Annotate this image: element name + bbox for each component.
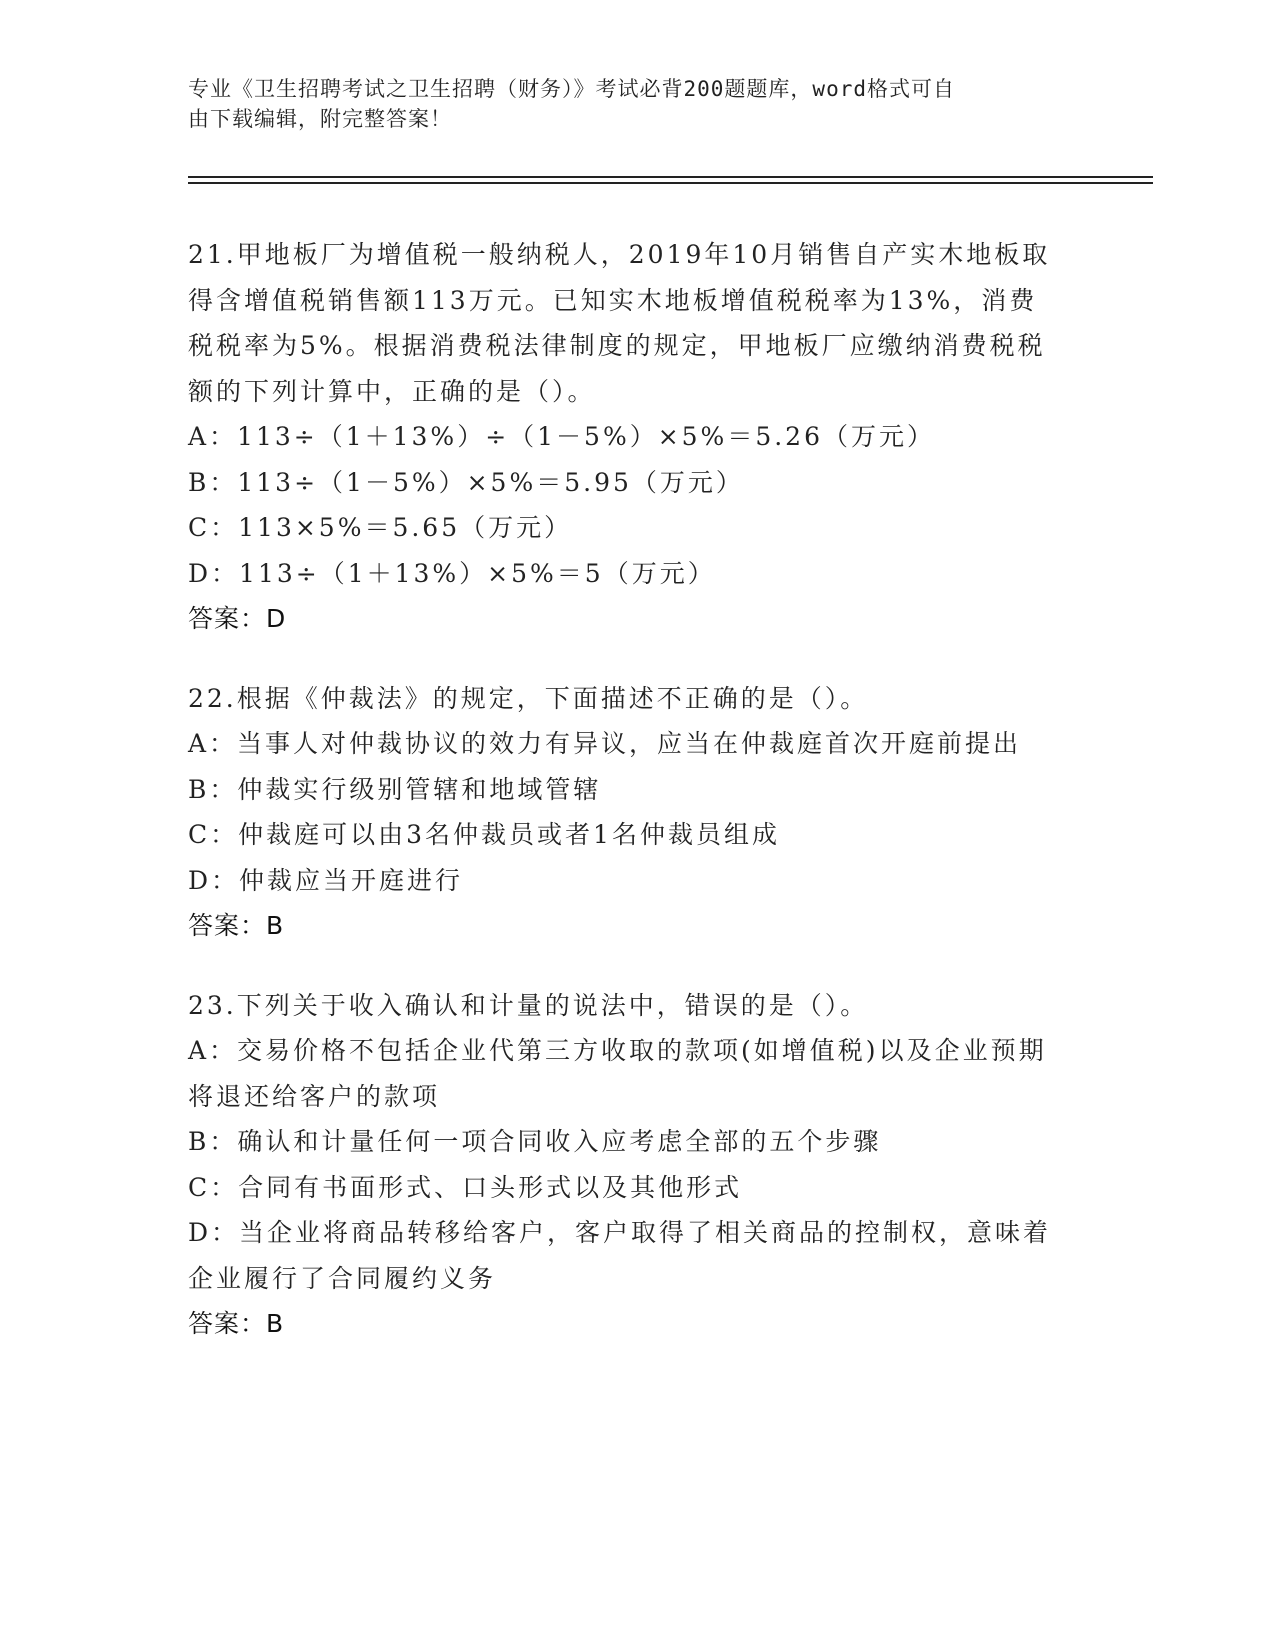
header-divider-bottom	[188, 182, 1153, 184]
option-d: D：仲裁应当开庭进行	[188, 865, 464, 895]
header-line-2: 由下载编辑，附完整答案！	[188, 107, 452, 131]
answer-text: 答案：B	[188, 911, 285, 940]
option-b: B：确认和计量任何一项合同收入应考虑全部的五个步骤	[188, 1127, 882, 1156]
question-stem-line: 额的下列计算中，正确的是（）。	[188, 376, 596, 406]
option-b: B：仲裁实行级别管辖和地域管辖	[188, 774, 602, 804]
option-a-continued: 将退还给客户的款项	[188, 1081, 441, 1111]
question-list	[188, 232, 1088, 1381]
question-stem-line: 22.根据《仲裁法》的规定，下面描述不正确的是（）。	[188, 683, 869, 713]
option-a: A：113÷（1＋13%）÷（1－5%）×5%＝5.26（万元）	[188, 422, 935, 451]
option-c: C：113×5%＝5.65（万元）	[188, 513, 573, 542]
question-stem-line: 得含增值税销售额113万元。已知实木地板增值税税率为13%，消费	[188, 285, 1038, 315]
header-divider-top	[188, 176, 1153, 178]
option-d: D：当企业将商品转移给客户，客户取得了相关商品的控制权，意味着	[188, 1218, 1052, 1247]
question-stem-line: 23.下列关于收入确认和计量的说法中，错误的是（）。	[188, 990, 869, 1020]
document-header	[188, 74, 1088, 134]
question-stem-line: 税税率为5%。根据消费税法律制度的规定，甲地板厂应缴纳消费税税	[188, 331, 1046, 360]
answer-text: 答案：B	[188, 1309, 285, 1338]
question-23	[188, 983, 1088, 1347]
option-b: B：113÷（1－5%）×5%＝5.95（万元）	[188, 467, 744, 497]
option-d-continued: 企业履行了合同履约义务	[188, 1263, 497, 1293]
question-22	[188, 676, 1088, 949]
option-a: A：交易价格不包括企业代第三方收取的款项(如增值税)以及企业预期	[188, 1036, 1047, 1065]
question-21	[188, 232, 1088, 642]
option-a: A：当事人对仲裁协议的效力有异议，应当在仲裁庭首次开庭前提出	[188, 729, 1022, 758]
option-c: C：合同有书面形式、口头形式以及其他形式	[188, 1172, 743, 1202]
option-c: C：仲裁庭可以由3名仲裁员或者1名仲裁员组成	[188, 820, 780, 849]
question-stem-line: 21.甲地板厂为增值税一般纳税人，2019年10月销售自产实木地板取	[188, 240, 1051, 269]
answer-text: 答案：D	[188, 604, 287, 633]
header-line-1: 专业《卫生招聘考试之卫生招聘（财务）》考试必背200题题库，word格式可自	[188, 77, 955, 101]
option-d: D：113÷（1＋13%）×5%＝5（万元）	[188, 558, 716, 588]
